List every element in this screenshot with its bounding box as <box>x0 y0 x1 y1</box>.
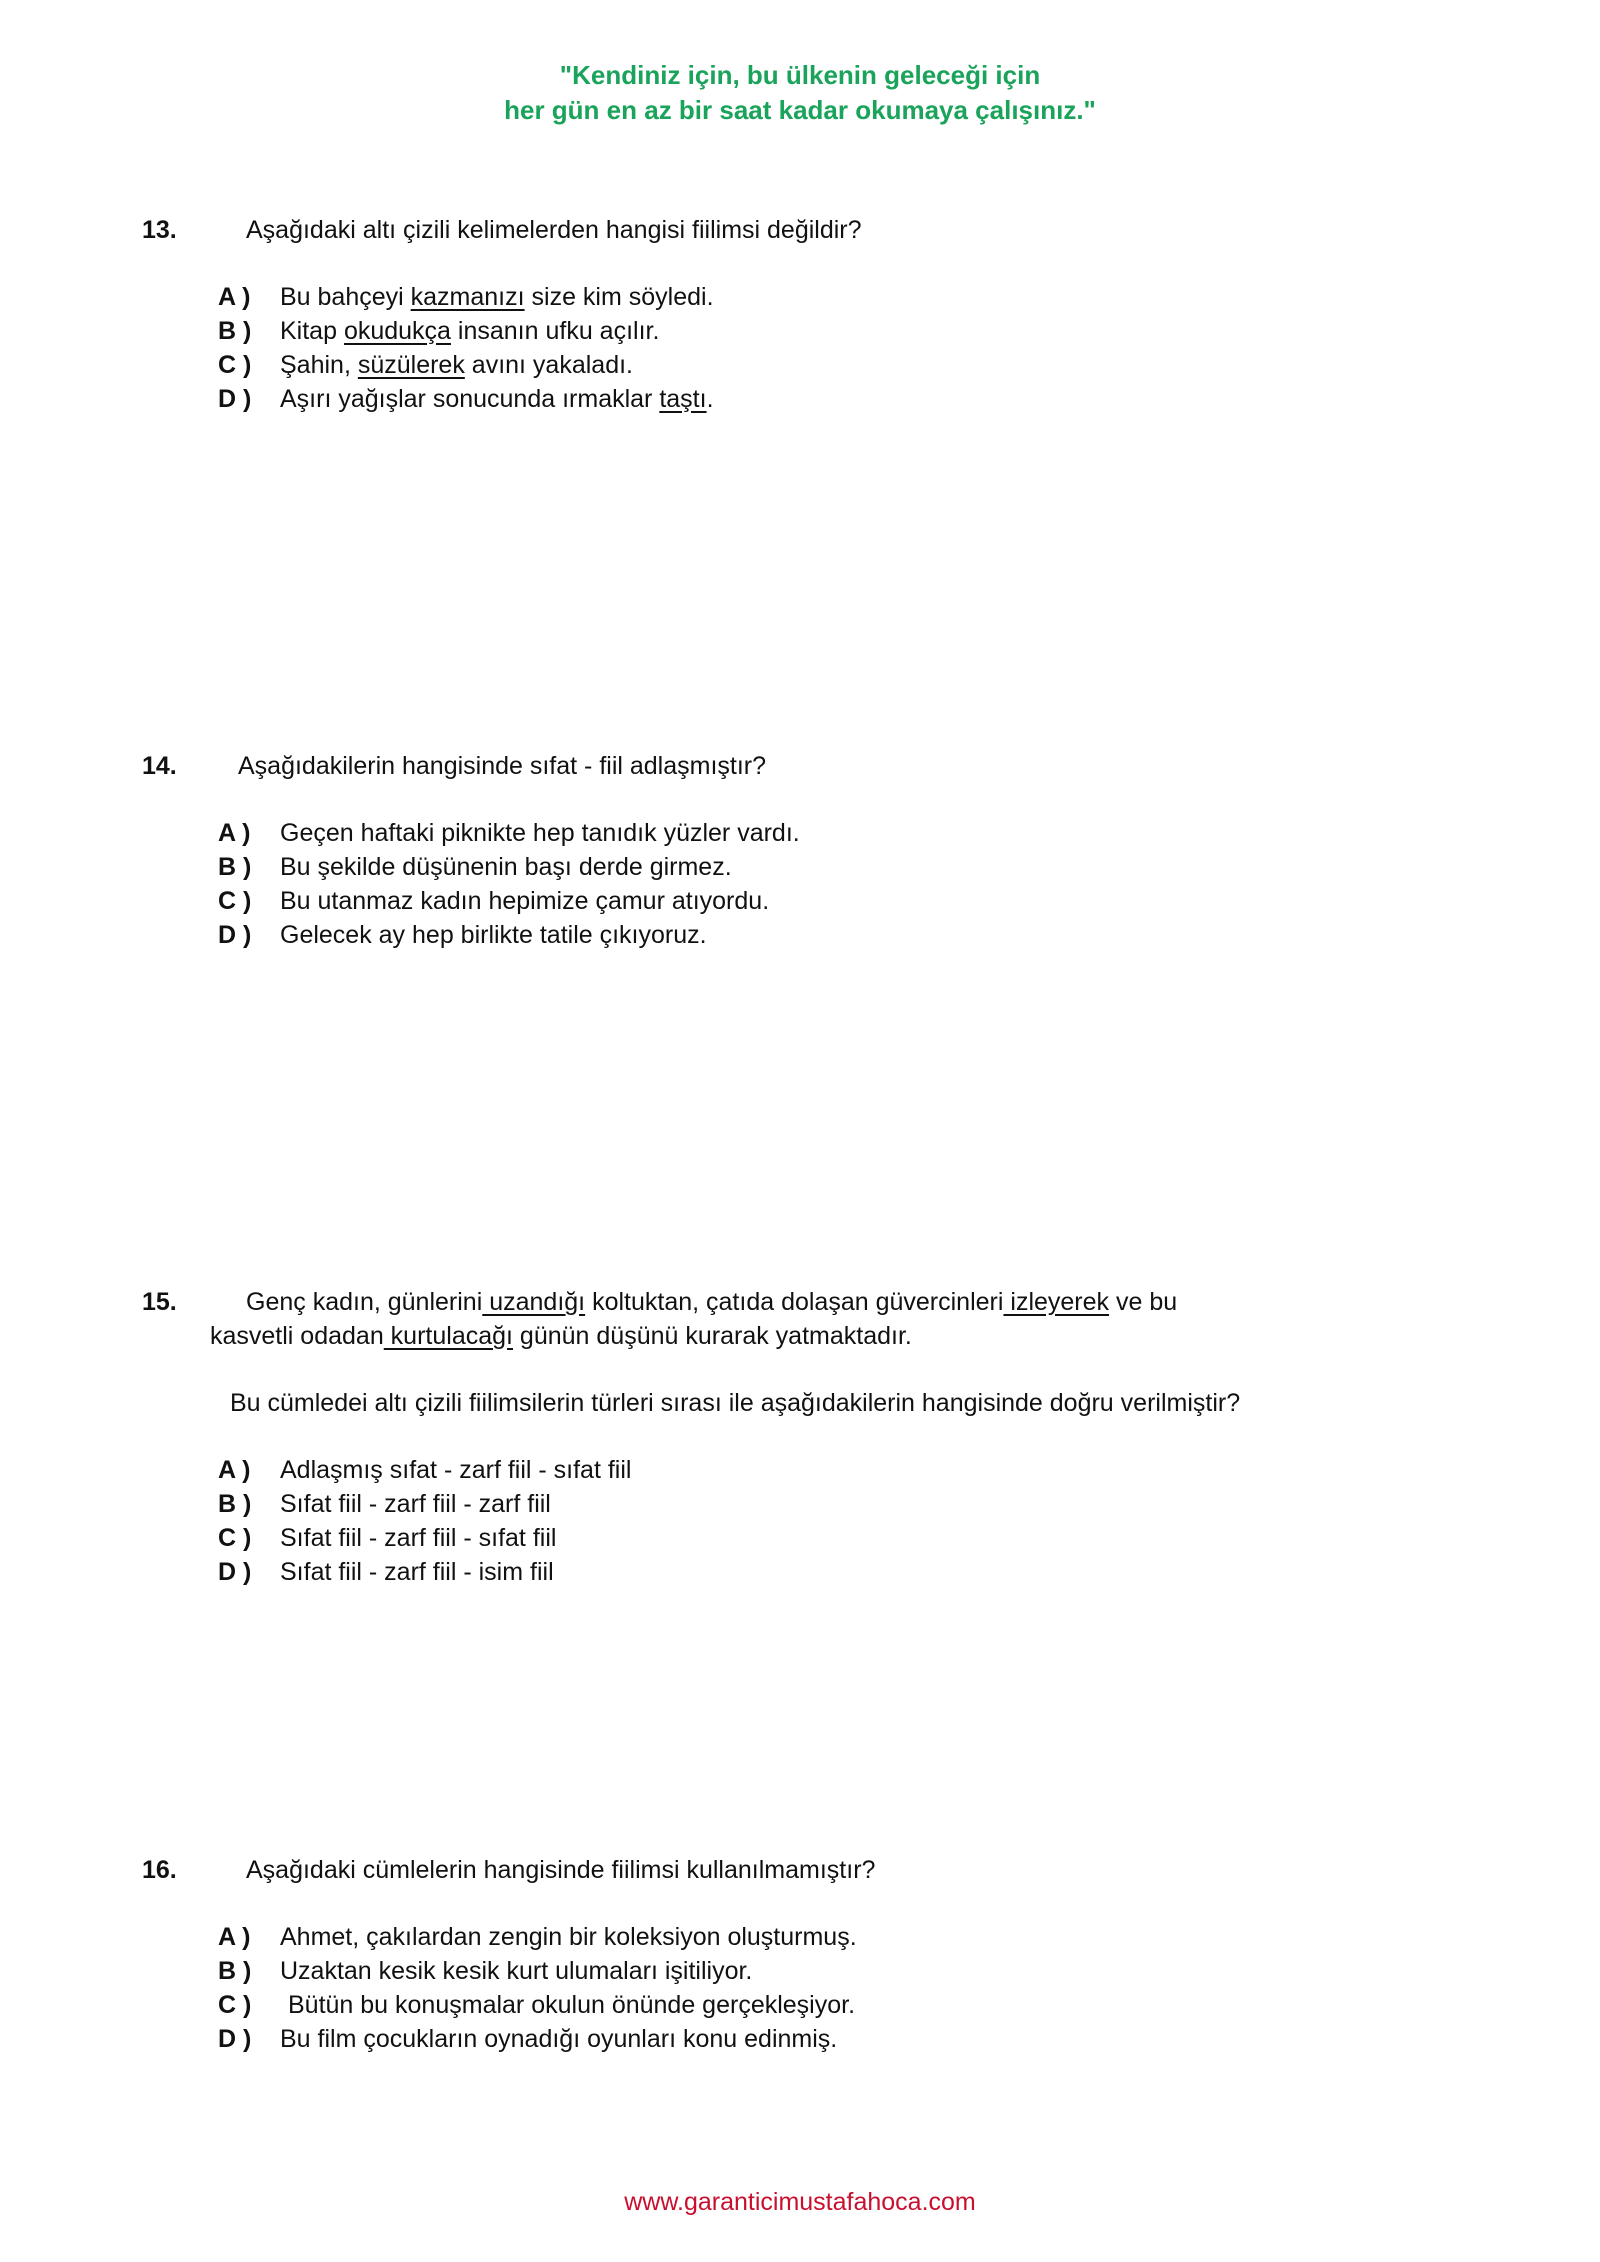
question-14 <box>142 749 1442 952</box>
question-13 <box>142 213 1442 416</box>
option-text: Gelecek ay hep birlikte tatile çıkıyoruz. <box>280 921 707 949</box>
option-b[interactable] <box>142 314 1442 348</box>
question-15 <box>142 1285 1442 1589</box>
underlined-word: kurtulacağı <box>383 1322 513 1350</box>
option-c[interactable] <box>142 1521 1442 1555</box>
option-a[interactable] <box>142 280 1442 314</box>
option-text: Uzaktan kesik kesik kurt ulumaları işitiliyor. <box>280 1957 753 1985</box>
option-letter: A ) <box>218 819 251 847</box>
option-letter: C ) <box>218 1524 252 1552</box>
option-letter: D ) <box>218 921 252 949</box>
option-letter: B ) <box>218 1957 252 1985</box>
option-text: Bu film çocukların oynadığı oyunları konu edinmiş. <box>280 2025 838 2053</box>
motto-line-2: her gün en az bir saat kadar okumaya çalışınız." <box>504 95 1096 125</box>
website-link[interactable]: www.garanticimustafahoca.com <box>624 2188 976 2216</box>
underlined-word: uzandığı <box>482 1288 586 1316</box>
question-16 <box>142 1853 1442 2056</box>
option-d[interactable] <box>142 2022 1442 2056</box>
option-d[interactable] <box>142 1555 1442 1589</box>
option-list <box>142 1453 1442 1589</box>
option-text: Bütün bu konuşmalar okulun önünde gerçekleşiyor. <box>288 1991 856 2019</box>
option-letter: D ) <box>218 2025 252 2053</box>
question-instruction: Bu cümledei altı çizili fiilimsilerin türleri sırası ile aşağıdakilerin hangisinde doğru verilmiştir? <box>230 1389 1241 1417</box>
option-text: Sıfat fiil - zarf fiil - zarf fiil <box>280 1490 551 1518</box>
option-letter: B ) <box>218 1490 252 1518</box>
option-text: Bu utanmaz kadın hepimize çamur atıyordu. <box>280 887 770 915</box>
option-letter: B ) <box>218 853 252 881</box>
option-text: Sıfat fiil - zarf fiil - isim fiil <box>280 1558 554 1586</box>
underlined-word: taştı <box>659 385 707 413</box>
option-c[interactable] <box>142 1988 1442 2022</box>
option-text: Adlaşmış sıfat - zarf fiil - sıfat fiil <box>280 1456 632 1484</box>
option-text: Sıfat fiil - zarf fiil - sıfat fiil <box>280 1524 557 1552</box>
option-text: Geçen haftaki piknikte hep tanıdık yüzler vardı. <box>280 819 800 847</box>
option-list <box>142 816 1442 952</box>
option-letter: A ) <box>218 1923 251 1951</box>
option-b[interactable] <box>142 1487 1442 1521</box>
option-a[interactable] <box>142 1920 1442 1954</box>
underlined-word: kazmanızı <box>410 283 525 311</box>
question-stem-line-1: Genç kadın, günlerini uzandığı koltuktan, çatıda dolaşan güvercinleri izleyerek ve bu <box>246 1288 1178 1316</box>
option-c[interactable] <box>142 348 1442 382</box>
option-a[interactable] <box>142 816 1442 850</box>
option-letter: D ) <box>218 385 252 413</box>
underlined-word: izleyerek <box>1003 1288 1110 1316</box>
option-text: Bu şekilde düşünenin başı derde girmez. <box>280 853 732 881</box>
underlined-word: süzülerek <box>357 351 465 379</box>
option-text: Bu bahçeyi kazmanızı size kim söyledi. <box>280 283 714 311</box>
option-d[interactable] <box>142 382 1442 416</box>
motto-header <box>0 58 1600 128</box>
option-letter: D ) <box>218 1558 252 1586</box>
option-letter: B ) <box>218 317 252 345</box>
motto-line-1: "Kendiniz için, bu ülkenin geleceği için <box>559 60 1041 90</box>
option-b[interactable] <box>142 850 1442 884</box>
option-list <box>142 1920 1442 2056</box>
question-number: 16. <box>142 1856 177 1884</box>
question-number: 14. <box>142 752 177 780</box>
question-stem-line-2: kasvetli odadan kurtulacağı günün düşünü kurarak yatmaktadır. <box>210 1322 912 1350</box>
option-letter: C ) <box>218 887 252 915</box>
question-number: 15. <box>142 1288 177 1316</box>
underlined-word: okudukça <box>343 317 451 345</box>
question-stem: Aşağıdakilerin hangisinde sıfat - fiil adlaşmıştır? <box>238 752 767 780</box>
option-c[interactable] <box>142 884 1442 918</box>
option-text: Aşırı yağışlar sonucunda ırmaklar taştı. <box>280 385 714 413</box>
option-letter: A ) <box>218 1456 251 1484</box>
option-b[interactable] <box>142 1954 1442 1988</box>
question-stem: Aşağıdaki cümlelerin hangisinde fiilimsi kullanılmamıştır? <box>246 1856 876 1884</box>
option-text: Ahmet, çakılardan zengin bir koleksiyon oluşturmuş. <box>280 1923 857 1951</box>
option-list <box>142 280 1442 416</box>
question-number: 13. <box>142 216 177 244</box>
option-letter: A ) <box>218 283 251 311</box>
option-letter: C ) <box>218 1991 252 2019</box>
option-text: Kitap okudukça insanın ufku açılır. <box>280 317 660 345</box>
option-a[interactable] <box>142 1453 1442 1487</box>
option-text: Şahin, süzülerek avını yakaladı. <box>280 351 633 379</box>
option-d[interactable] <box>142 918 1442 952</box>
question-stem: Aşağıdaki altı çizili kelimelerden hangisi fiilimsi değildir? <box>246 216 862 244</box>
option-letter: C ) <box>218 351 252 379</box>
